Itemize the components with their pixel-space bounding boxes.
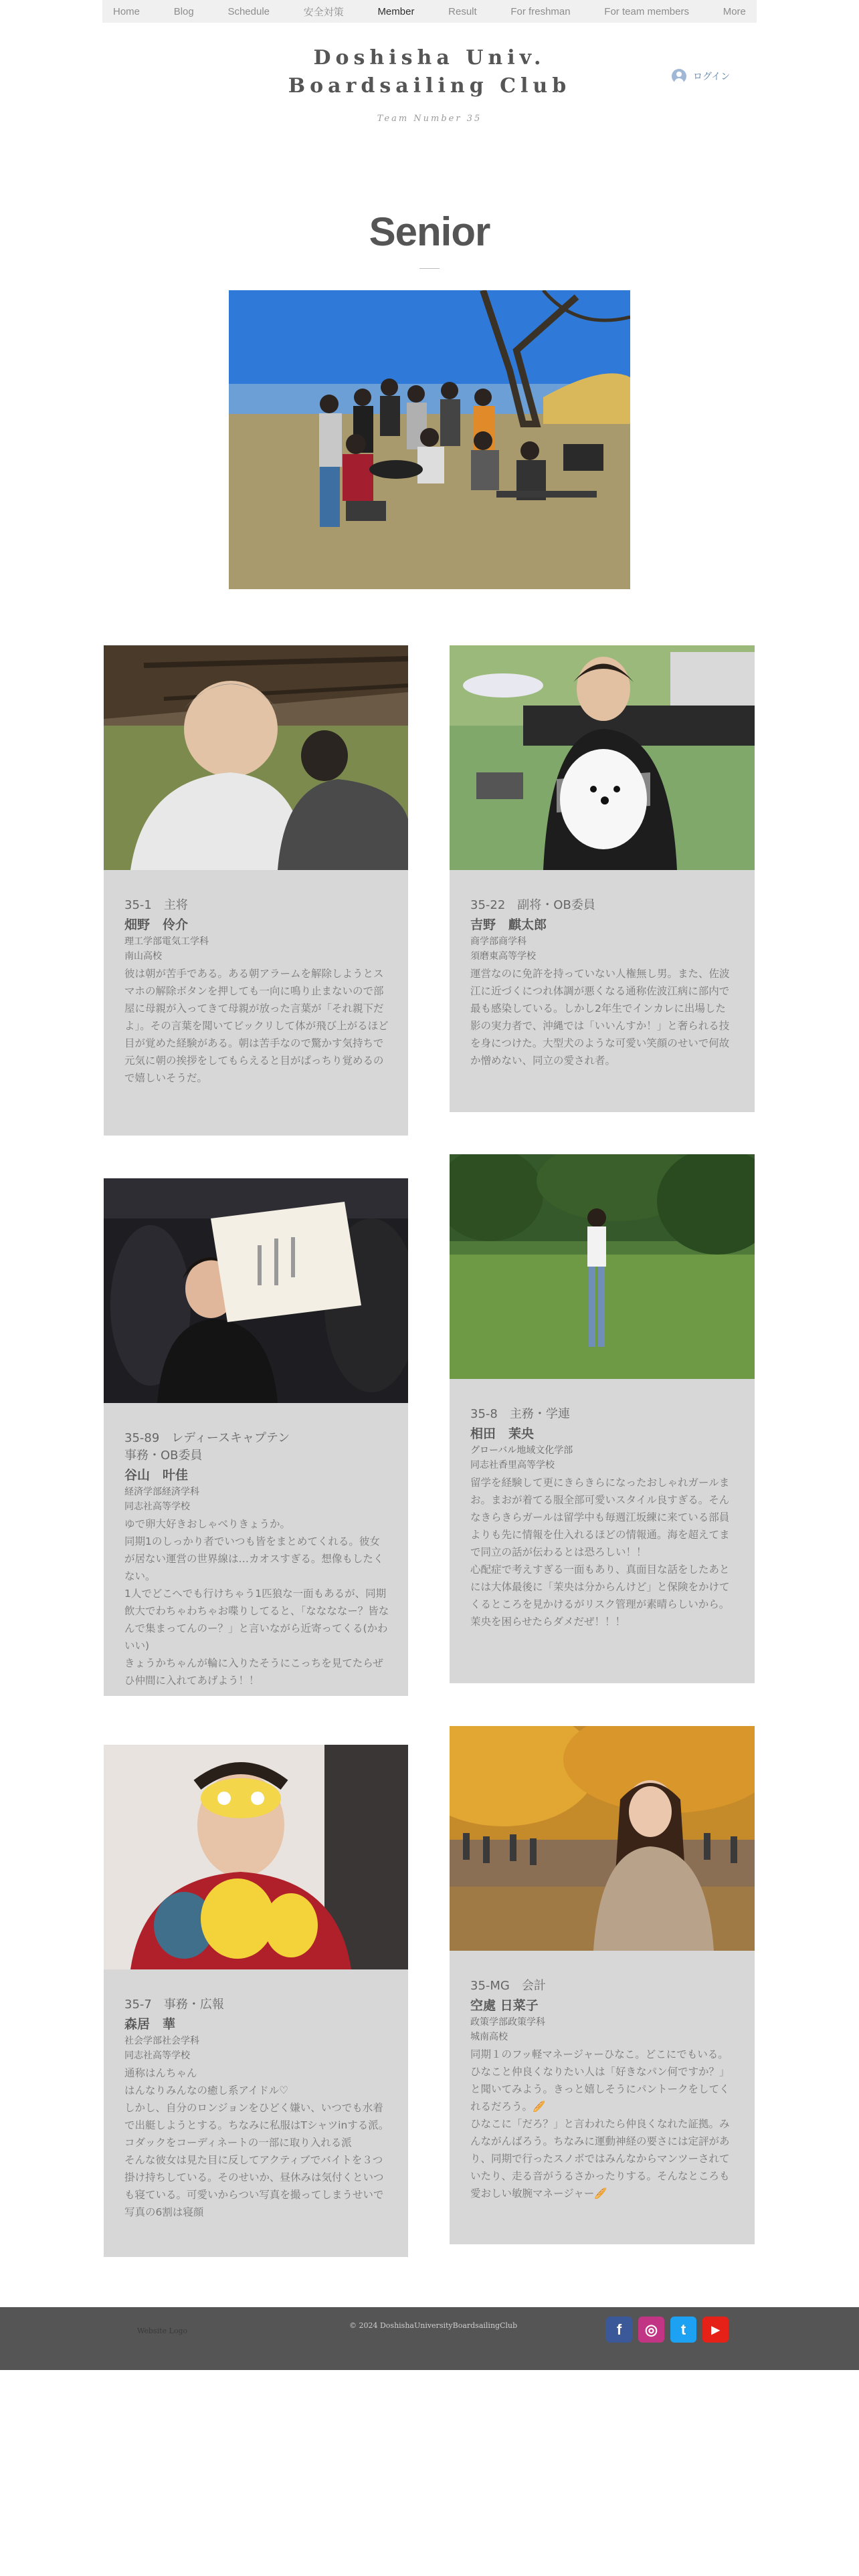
member-name: 森居 華 [124,2017,176,2032]
twitter-icon[interactable]: t [670,2317,696,2343]
member-role: 35-1 主将 [124,898,188,912]
nav-item-more[interactable]: More [723,5,746,17]
social-bar [606,2317,729,2343]
member-name: 谷山 叶佳 [124,1468,189,1483]
nav-item-home[interactable]: Home [113,5,140,17]
facebook-icon[interactable]: f [606,2317,632,2343]
nav-item-member[interactable]: Member [377,5,415,17]
member-name: 空處 日菜子 [470,1998,539,2013]
member-photo [450,1726,755,1951]
member-role: 35-7 事務・広報 [124,1998,224,2012]
footer [0,2307,859,2370]
member-photo [104,1178,408,1403]
member-name: 相田 茉央 [470,1426,535,1441]
member-school: 南山高校 [124,951,162,962]
member-school: 同志社高等学校 [124,1501,190,1512]
club-title-line2: Boardsailing Club [288,74,571,98]
member-role: 35-22 副将・OB委員 [470,898,595,912]
member-card [104,1403,408,1696]
member-role: 35-89 レディースキャプテン 事務・OB委員 [124,1431,290,1463]
member-bio: 彼は朝が苦手である。ある朝アラームを解除しようとスマホの解除ボタンを押しても一向に鳴り止まないので部屋に母親が入ってきて母親が放った言葉が「それ親下だよ」。その言葉を聞いてビックリして体が飛び上がるほど目が覚めた経験がある。朝は苦手なので驚かす気持ちで元気に朝の挨拶をしてもらえると目がぱっちり覚めるので嬉しいそうだ。 [124,968,389,1084]
member-bio: 通称はんちゃん はんなりみんなの癒し系アイドル♡ しかし、自分のロンジョンをひどく嫌い、いつでも水着で出艇しようとする。ちなみに私服はTシャツinする派。コダックをコーディネートの一部に取り入れる派 そんな彼女は見た目に反してアクティブでバイトを３つ掛け持ちしている。そのせいか、昼休みは気付くといつも寝ている。可愛いからつい写真を撮ってしまうせいで写真の6割は寝顔 [124,2067,389,2218]
member-faculty: 社会学部社会学科 [124,2036,199,2046]
nav-item-result[interactable]: Result [448,5,477,17]
member-photo [450,1154,755,1379]
instagram-icon[interactable]: ◎ [638,2317,664,2343]
page-title: Senior [369,209,490,254]
member-photo [450,645,755,870]
nav-item-blog[interactable]: Blog [173,5,194,17]
member-bio: 留学を経験して更にきらきらになったおしゃれガールまお。まおが着てる服全部可愛いスタイル良すぎる。そんなきらきらガールは留学中も毎週江坂練に来ている部員よりも先に情報を仕入れるほどの情報通。海を超えてまで同立の話が伝わるとは恐ろしい！！ 心配症で考えすぎる一面もあり、真面目な話をしたあとには大体最後に「茉央は分からんけど」と保険をかけてくるところを見かけるがリスク管理が素晴らしいから。茉央を困らせたらダメだぜ！！！ [470,1477,730,1628]
user-avatar-icon [672,69,686,84]
member-card [104,870,408,1136]
member-faculty: 理工学部電気工学科 [124,936,209,947]
member-role: 35-8 主務・学連 [470,1407,570,1421]
login-button[interactable] [672,69,730,84]
member-faculty: グローバル地域文化学部 [470,1445,573,1456]
nav-item-schedule[interactable]: Schedule [227,5,270,17]
top-navigation [102,0,757,23]
youtube-icon[interactable]: ▶ [702,2317,729,2343]
member-school: 同志社香里高等学校 [470,1460,555,1471]
group-photo [229,290,630,589]
member-name: 畑野 伶介 [124,918,189,932]
club-title[interactable] [268,44,591,100]
member-bio: 運営なのに免許を持っていない人権無し男。また、佐波江に近づくにつれ体調が悪くなる通称佐波江病に部内で最も感染している。しかし2年生でインカレに出場した影の実力者で、沖縄では「いいんすか！」と奢られる技を身につけた。大型犬のような可愛い笑顔のせいで何故か憎めない、同立の愛され者。 [470,968,730,1067]
nav-item-for-freshman[interactable]: For freshman [510,5,571,17]
member-name: 吉野 麒太郎 [470,918,547,932]
member-school: 同志社高等学校 [124,2050,190,2061]
member-faculty: 商学部商学科 [470,936,527,947]
club-title-line1: Doshisha Univ. [313,46,546,70]
member-bio: ゆで卵大好きおしゃべりきょうか。 同期1のしっかり者でいつも皆をまとめてくれる。彼女が居ない運営の世界線は…カオスすぎる。想像もしたくない。 1人でどこへでも行けちゃう1匹狼な一面もあるが、同期飲大でわちゃわちゃお喋りしてると、「ななななー？皆なんで集まってんのー？」と言いながら近寄ってくる(かわいい) きょうかちゃんが輪に入りたそうにこっちを見てたらぜひ仲間に入れてあげよう！！ [124,1518,389,1687]
title-divider [419,268,440,269]
member-faculty: 経済学部経済学科 [124,1487,199,1497]
footer-copyright: © 2024 DoshishaUniversityBoardsailingClub [349,2321,518,2330]
member-faculty: 政策学部政策学科 [470,2017,545,2028]
member-card [104,1969,408,2257]
member-card [450,1379,755,1683]
member-card [450,870,755,1112]
team-number: Team Number 35 [377,114,482,124]
member-bio: 同期１のフッ軽マネージャーひなこ。どこにでもいる。ひなこと仲良くなりたい人は「好きなパン何ですか？」と聞いてみよう。きっと嬉しそうにパントークをしてくれるだろう。🥖 ひなこに「だろ？」と言われたら仲良くなれた証拠。みんながんばろう。ちなみに運動神経の要さには定評があり、同期で行ったスノボではみんなからマンツーされていたり、走る音がうるさかったりする。そんなところも愛おしい敏腕マネージャー🥖 [470,2048,730,2199]
login-label: ログイン [693,72,731,82]
member-role: 35-MG 会計 [470,1979,546,1993]
member-photo [104,1745,408,1969]
nav-item-for-team-members[interactable]: For team members [604,5,689,17]
member-photo [104,645,408,870]
member-card [450,1951,755,2244]
footer-logo[interactable]: Website Logo [137,2327,188,2335]
member-school: 城南高校 [470,2032,508,2042]
nav-item-safety[interactable]: 安全対策 [303,6,344,18]
member-school: 須磨東高等学校 [470,951,536,962]
